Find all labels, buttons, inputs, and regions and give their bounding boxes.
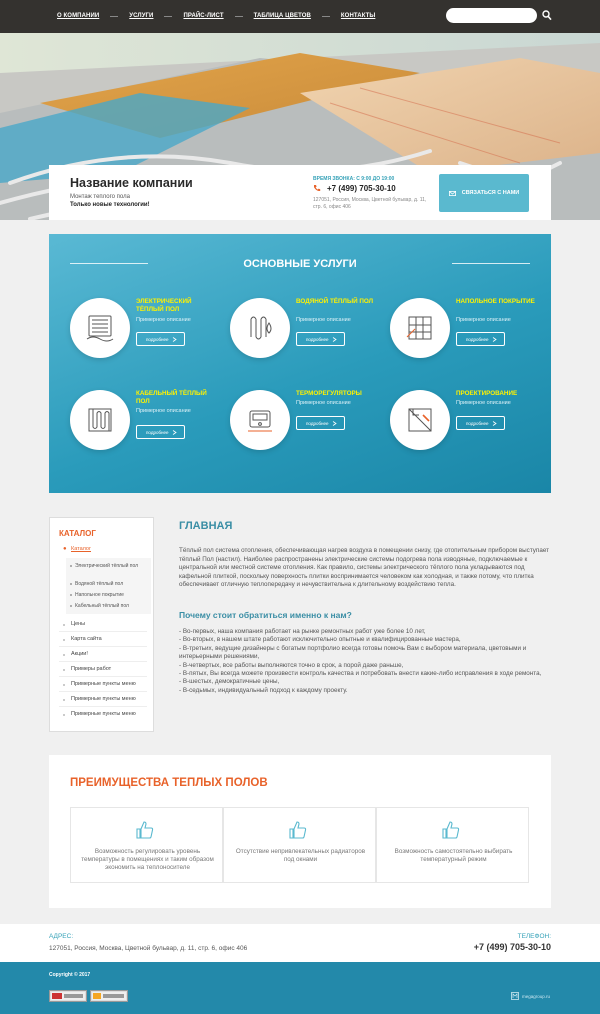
divider: [59, 631, 147, 632]
service-more-label: подробнее: [146, 429, 169, 435]
company-slogan: Только новые технологии!: [70, 202, 150, 208]
bullet-icon: [63, 669, 65, 671]
nav-separator: [110, 16, 118, 17]
arrow-right-icon: [492, 421, 497, 426]
sub-bullet: [70, 605, 72, 607]
divider: [59, 706, 147, 707]
nav-pricelist[interactable]: ПРАЙС-ЛИСТ: [183, 13, 224, 19]
submenu-item[interactable]: Кабельный тёплый пол: [75, 603, 129, 609]
company-card: [49, 165, 551, 220]
service-more-label: подробнее: [146, 336, 169, 342]
service-desc: Примерное описание: [456, 400, 511, 406]
service-more-button[interactable]: [456, 416, 505, 430]
divider: [59, 661, 147, 662]
why-us-list: [179, 628, 551, 695]
search-input[interactable]: [446, 8, 537, 23]
thumbs-up-icon: [441, 820, 461, 840]
service-design: [390, 390, 540, 460]
service-thermostats: [230, 390, 380, 460]
divider: [59, 691, 147, 692]
arrow-right-icon: [172, 430, 177, 435]
arrow-right-icon: [332, 337, 337, 342]
maker-link[interactable]: [511, 992, 550, 1000]
nav-contacts[interactable]: КОНТАКТЫ: [340, 13, 376, 19]
arrow-right-icon: [332, 421, 337, 426]
page-title: ГЛАВНАЯ: [179, 520, 233, 532]
advantages-section: [49, 755, 551, 908]
bullet-icon: [63, 714, 65, 716]
maker-label: megagroup.ru: [522, 993, 551, 999]
top-bar: [0, 0, 600, 33]
search-icon[interactable]: [542, 10, 552, 21]
thumbs-up-icon: [135, 820, 155, 840]
why-us-item: - В-четвертых, все работы выполняются точно в срок, а порой даже раньше,: [179, 661, 404, 669]
footer-phone[interactable]: +7 (499) 705-30-10: [473, 942, 551, 952]
megagroup-logo-icon: [511, 992, 519, 1000]
divider: [59, 646, 147, 647]
arrow-right-icon: [492, 337, 497, 342]
advantage-text: Отсутствие непривлекательных радиаторов под окнами: [235, 848, 366, 864]
submenu-item[interactable]: Электрический тёплый пол: [75, 563, 139, 569]
services-section: [49, 234, 551, 493]
sidebar-item-menu[interactable]: Примерные пункты меню: [71, 696, 136, 702]
service-title[interactable]: ВОДЯНОЙ ТЁПЛЫЙ ПОЛ: [296, 298, 374, 305]
divider: [59, 676, 147, 677]
sidebar-item-prices[interactable]: Цены: [71, 621, 86, 627]
footer-address: 127051, Россия, Москва, Цветной бульвар, д. 11, стр. 6, офис 406: [49, 945, 248, 952]
nav-separator: [235, 16, 243, 17]
sidebar-item-sitemap[interactable]: Карта сайта: [71, 636, 102, 642]
submenu-item[interactable]: Водяной тёплый пол: [75, 581, 124, 587]
service-desc: Примерное описание: [296, 400, 351, 406]
copyright: Copyright © 2017: [49, 972, 91, 978]
thumbs-up-icon: [288, 820, 308, 840]
thermostat-icon[interactable]: [230, 390, 290, 450]
sidebar-item-promo[interactable]: Акции!: [71, 651, 88, 657]
floor-covering-icon[interactable]: [390, 298, 450, 358]
counter-logo-icon: [92, 992, 126, 1000]
service-electric-floor: [70, 298, 220, 368]
nav-about[interactable]: О КОМПАНИИ: [57, 13, 100, 19]
services-title: ОСНОВНЫЕ УСЛУГИ: [243, 258, 357, 270]
address-label: АДРЕС:: [49, 933, 74, 940]
service-more-button[interactable]: [136, 425, 185, 439]
service-title[interactable]: ПРОЕКТИРОВАНИЕ: [456, 390, 518, 397]
service-title[interactable]: НАПОЛЬНОЕ ПОКРЫТИЕ: [456, 298, 535, 305]
phone-icon: [313, 184, 321, 192]
why-us-title: Почему стоит обратиться именно к нам?: [179, 610, 352, 620]
nav-separator: [164, 16, 172, 17]
cable-floor-icon[interactable]: [70, 390, 130, 450]
company-subtitle: Монтаж теплого пола: [70, 194, 130, 200]
sidebar-item-catalog[interactable]: Каталог: [71, 546, 91, 552]
water-floor-icon[interactable]: [230, 298, 290, 358]
nav-services[interactable]: УСЛУГИ: [129, 13, 154, 19]
service-desc: Примерное описание: [136, 408, 191, 414]
intro-text: Тёплый пол система отопления, обеспечивающая нагрев воздуха в помещении снизу, где отопительным прибором выступает тёплый Пол (настил). Наиболее распространены электрические системы подогрева пола изводяные, подключаемые к центральной или местной системе отопления. Как правило, системы электрического тёплого пола укладываются под кафельной плиткой, поскольку поверхность плитки воспринимается человеком как холодная, и также потому, что плитка обеспечивает отличную теплопередачу и нечувствительна к длительному воздействию тепла.: [179, 547, 550, 588]
service-more-button[interactable]: [136, 332, 185, 346]
service-more-button[interactable]: [456, 332, 505, 346]
advantage-card: [376, 807, 529, 883]
advantage-text: Возможность самостоятельно выбирать температурный режим: [394, 848, 513, 864]
design-icon[interactable]: [390, 390, 450, 450]
service-more-label: подробнее: [306, 336, 329, 342]
service-more-label: подробнее: [466, 336, 489, 342]
service-title[interactable]: ТЕРМОРЕГУЛЯТОРЫ: [296, 390, 362, 397]
call-time: ВРЕМЯ ЗВОНКА: С 9:00 ДО 19:00: [313, 176, 395, 182]
company-name[interactable]: Название компании: [70, 176, 193, 190]
advantages-title: ПРЕИМУЩЕСТВА ТЕПЛЫХ ПОЛОВ: [70, 777, 268, 789]
header-address: 127051, Россия, Москва, Цветной бульвар, д. 11, стр. 6, офис 406: [313, 197, 427, 210]
sidebar-item-menu[interactable]: Примерные пункты меню: [71, 711, 136, 717]
service-title[interactable]: ЭЛЕКТРИЧЕСКИЙ ТЁПЛЫЙ ПОЛ: [136, 298, 192, 313]
bullet-icon: ●: [63, 546, 67, 552]
bullet-icon: [63, 624, 65, 626]
why-us-item: - В-седьмых, индивидуальный подход к каждому проекту.: [179, 686, 348, 694]
bullet-icon: [63, 699, 65, 701]
sidebar-item-menu[interactable]: Примерные пункты меню: [71, 681, 136, 687]
title-divider: [452, 263, 530, 264]
service-desc: Примерное описание: [456, 317, 511, 323]
advantage-text: Возможность регулировать уровень температуры в помещениях и таким образом экономить на теплоносителе: [81, 848, 214, 872]
bullet-icon: [63, 684, 65, 686]
sub-bullet: [70, 583, 72, 585]
service-floor-covering: [390, 298, 540, 368]
sidebar-title: КАТАЛОГ: [59, 529, 96, 538]
phone-label: ТЕЛЕФОН:: [517, 933, 551, 940]
service-title[interactable]: КАБЕЛЬНЫЙ ТЁПЛЫЙ ПОЛ: [136, 390, 207, 405]
sidebar-item-works[interactable]: Примеры работ: [71, 666, 112, 672]
service-desc: Примерное описание: [296, 317, 351, 323]
electric-floor-icon[interactable]: [70, 298, 130, 358]
nav-separator: [322, 16, 330, 17]
service-cable-floor: [70, 390, 220, 460]
sub-bullet: [70, 565, 72, 567]
footer-bottom: [0, 962, 600, 1014]
why-us-item: - В-шестых, демократичные цены,: [179, 678, 280, 686]
counter-badge[interactable]: [49, 990, 87, 1002]
service-water-floor: [230, 298, 380, 368]
header-phone[interactable]: +7 (499) 705-30-10: [327, 184, 396, 193]
bullet-icon: [63, 639, 65, 641]
main-nav: [57, 13, 375, 19]
submenu-item[interactable]: Напольное покрытие: [75, 592, 124, 598]
counter-logo-icon: [51, 992, 85, 1000]
contact-us-label: СВЯЗАТЬСЯ С НАМИ: [461, 190, 520, 196]
nav-colors[interactable]: ТАБЛИЦА ЦВЕТОВ: [253, 13, 311, 19]
why-us-item: - В-пятых, Вы всегда можете произвести контроль качества и потребовать внести какие-либо исправления в ходе ремонта,: [179, 670, 542, 678]
service-more-button[interactable]: [296, 332, 345, 346]
service-more-label: подробнее: [466, 420, 489, 426]
footer-contacts: [0, 924, 600, 962]
why-us-item: - Во-первых, наша компания работает на рынке ремонтных работ уже более 10 лет,: [179, 628, 426, 635]
sub-bullet: [70, 594, 72, 596]
sidebar-submenu: [66, 558, 151, 614]
arrow-right-icon: [172, 337, 177, 342]
service-desc: Примерное описание: [136, 317, 191, 323]
advantage-card: [223, 807, 376, 883]
service-more-label: подробнее: [306, 420, 329, 426]
service-more-button[interactable]: [296, 416, 345, 430]
bullet-icon: [63, 654, 65, 656]
mail-icon: [449, 191, 456, 196]
counter-badge[interactable]: [90, 990, 128, 1002]
why-us-item: - Во-вторых, в нашем штате работают исключительно опытные и квалифицированные мастера,: [179, 636, 461, 644]
catalog-sidebar: [49, 517, 154, 732]
contact-us-button[interactable]: [439, 174, 529, 212]
advantage-card: [70, 807, 223, 883]
why-us-item: - В-третьих, ведущие дизайнеры с богатым портфолио всегда готовы помочь Вам с выбором материала, цветовыми и интерьерными решениями,: [179, 644, 527, 661]
